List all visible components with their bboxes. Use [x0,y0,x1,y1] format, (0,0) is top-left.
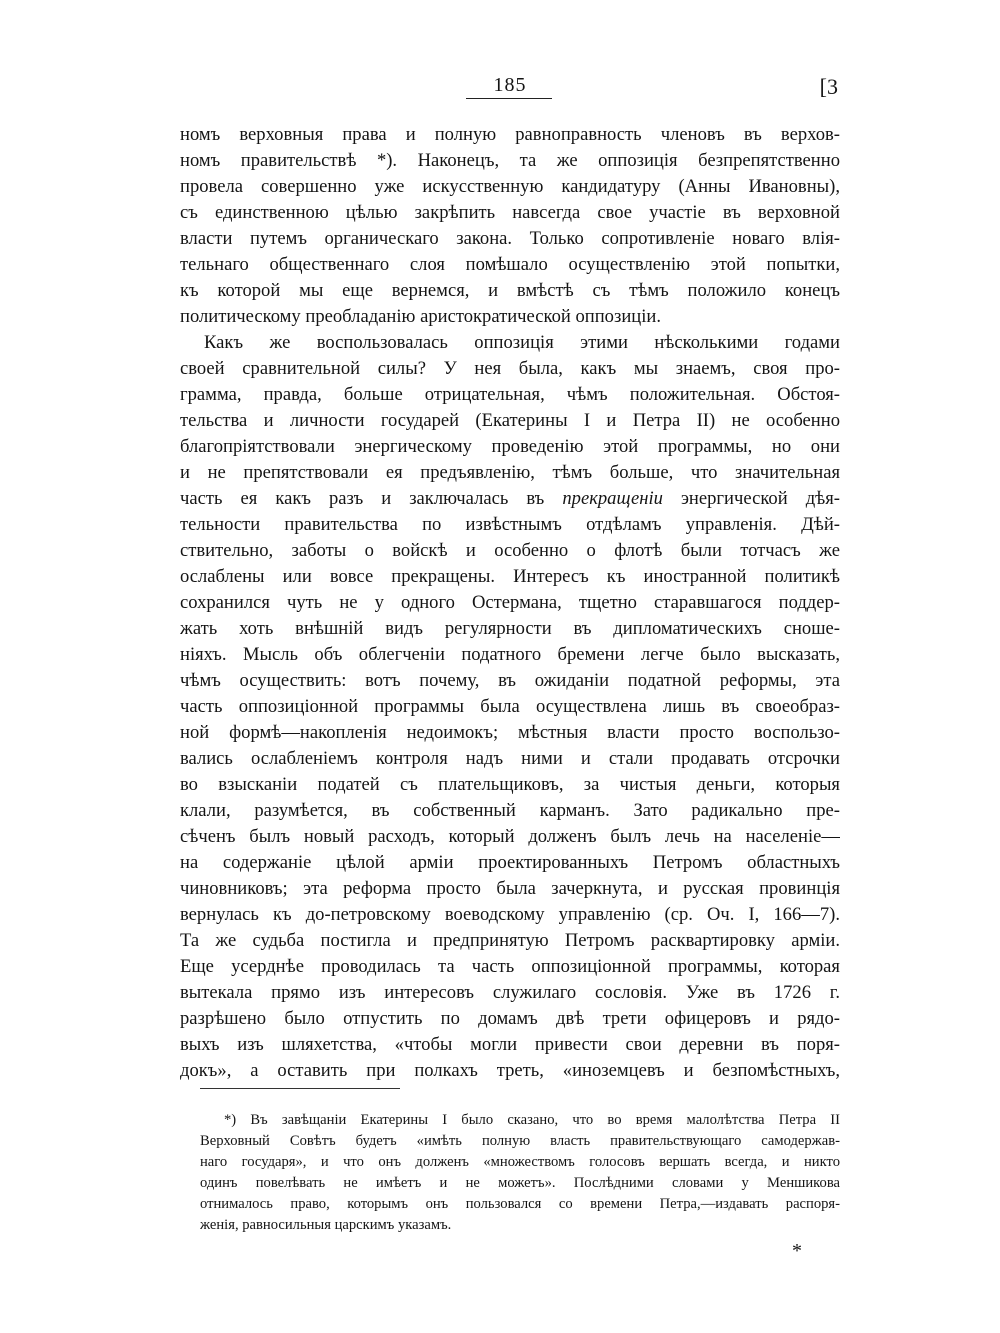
signature-star: * [792,1240,802,1262]
text-line: и не препятствовали ея предъявленію, тѣмъ больше, что значительная [180,462,840,483]
footnote [200,1110,840,1236]
page-header [180,74,840,104]
text-line: сохранился чуть не у одного Остермана, тщетно старавшагося поддер- [180,592,840,613]
text-line: благопріятствовали энергическому проведенію этой программы, но они [180,436,840,457]
footnote-line: одинъ повелѣвать не имѣетъ и не можетъ». Послѣдними словами у Меншикова [200,1175,840,1191]
footnote-divider [200,1088,400,1089]
footnote-line: женія, равносильныя царскимъ указамъ. [200,1217,452,1233]
text-line: вернулась къ до-петровскому воеводскому управленію (ср. Оч. I, 166—7). [180,904,840,925]
text-line: ніяхъ. Мысль объ облегченіи податного бремени легче было высказать, [180,644,840,665]
footnote-line: *) Въ завѣщаніи Екатерины I было сказано, что во время малолѣтства Петра II [224,1112,840,1128]
text-line: жать хоть внѣшній видъ регулярности въ дипломатическихъ сноше- [180,618,840,639]
text-line: съ единственною цѣлью закрѣпить навсегда свое участіе въ верховной [180,202,840,223]
text-line: вытекала прямо изъ интересовъ служилаго сословія. Уже въ 1726 г. [180,982,840,1003]
text-line: номъ верховныя права и полную равноправность членовъ въ верхов- [180,124,840,145]
footnote-line: наго государя», и что онъ долженъ «множествомъ голосовъ вершать всегда, и никто [200,1154,840,1170]
page-number: 185 [493,74,527,96]
text-line: провела совершенно уже искусственную кандидатуру (Анны Ивановны), [180,176,840,197]
text-line: выхъ изъ шляхетства, «чтобы могли привести свои деревни въ поря- [180,1034,840,1055]
text-line: тельства и личности государей (Екатерины I и Петра II) не особенно [180,410,840,431]
italic-word: прекращеніи [562,488,663,509]
text-line: во взысканіи податей съ плательщиковъ, за чистыя деньги, которыя [180,774,840,795]
text-line: разрѣшено было отпустить по домамъ двѣ трети офицеровъ и рядо- [180,1008,840,1029]
text-line: власти путемъ органическаго закона. Только сопротивленіе новаго влія- [180,228,840,249]
text-line: Какъ же воспользовалась оппозиція этими нѣсколькими годами [204,332,840,353]
text-line: чѣмъ осуществить: вотъ почему, въ ожиданіи податной реформы, эта [180,670,840,691]
text-line: Та же судьба постигла и предпринятую Петромъ расквартировку арміи. [180,930,840,951]
text-segment: часть ея какъ разъ и заключалась въ [180,488,563,509]
text-line: сѣченъ былъ новый расходъ, который долженъ былъ лечь на населеніе— [180,826,840,847]
footnote-line: отнималось право, которымъ онъ пользовался со времени Петра,—издавать распоря- [200,1196,840,1212]
text-segment: энергической дѣя- [662,488,840,509]
text-line: своей сравнительной силы? У нея была, какъ мы знаемъ, своя про- [180,358,840,379]
footnote-line: Верховный Совѣтъ будетъ «имѣть полную власть правительствующаго самодержав- [200,1133,840,1149]
text-line: докъ», а оставить при полкахъ треть, «иноземцевъ и безпомѣстныхъ, [180,1060,840,1081]
text-line: тельности правительства по извѣстнымъ отдѣламъ управленія. Дѣй- [180,514,840,535]
text-line: клали, разумѣется, въ собственный карманъ. Зато радикально пре- [180,800,840,821]
text-line: ствительно, заботы о войскѣ и особенно о флотѣ были тотчасъ же [180,540,840,561]
page-number-underline [466,98,552,99]
text-line: тельнаго общественнаго слоя помѣшало осуществленію этой попытки, [180,254,840,275]
text-line: на содержаніе цѣлой арміи проектированныхъ Петромъ областныхъ [180,852,840,873]
text-line: политическому преобладанію аристократической оппозиціи. [180,306,661,327]
text-line: чиновниковъ; эта реформа просто была зачеркнута, и русская провинція [180,878,840,899]
signature-mark: [3 [819,74,838,99]
text-line: вались ослабленіемъ контроля надъ ними и стали продавать отсрочки [180,748,840,769]
text-line: къ которой мы еще вернемся, и вмѣстѣ съ тѣмъ положило конецъ [180,280,840,301]
text-line-with-italic [180,486,840,512]
body-text [180,122,840,1084]
text-line: часть оппозиціонной программы была осуществлена лишь въ своеобраз- [180,696,840,717]
text-line: грамма, правда, больше отрицательная, чѣмъ положительная. Обстоя- [180,384,840,405]
text-line: Еще усерднѣе проводилась та часть оппозиціонной программы, которая [180,956,840,977]
text-line: номъ правительствѣ *). Наконецъ, та же оппозиція безпрепятственно [180,150,840,171]
text-line: ослаблены или вовсе прекращены. Интересъ къ иностранной политикѣ [180,566,840,587]
text-line: ной формѣ—накопленія недоимокъ; мѣстныя власти просто воспользо- [180,722,840,743]
